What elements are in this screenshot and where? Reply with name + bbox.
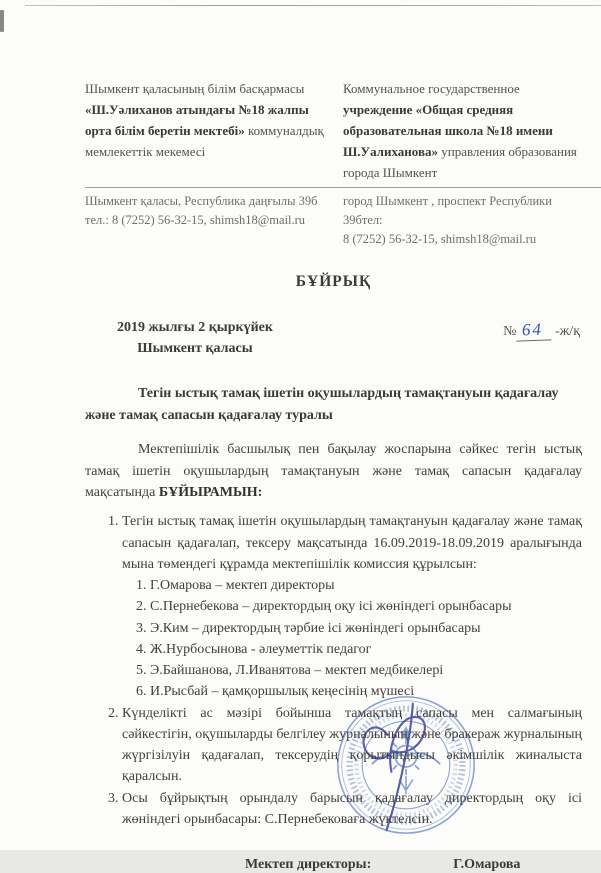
document-title: БҰЙРЫҚ <box>295 273 372 291</box>
order-items-list <box>85 511 582 830</box>
commission-member: 2. С.Пернебекова – директордың оқу ісі жөніндегі орынбасары <box>150 596 582 617</box>
letterhead-divider <box>85 187 601 188</box>
address-line: город Шымкент , проспект Республики 39бтел: <box>343 194 552 227</box>
letterhead-kazakh <box>85 78 333 183</box>
phone-email-line: 8 (7252) 56-32-15, shimsh18@mail.ru <box>343 231 537 246</box>
order-city: Шымкент қаласы <box>137 340 253 356</box>
signature-row <box>85 857 582 873</box>
order-item-2: 2. Күнделікті ас мәзірі бойынша тамақтың сапасы мен салмағының сәйкестігін, оқушыларды белгілеу журналының және бракераж журналының жүргізілуін қадағалап, тексерудің қорытындысы әкімшілік жиналыста қаралсын. <box>122 703 582 788</box>
address-line: Шымкент қаласы, Республика даңғылы 39б <box>85 194 318 209</box>
order-number-block <box>503 318 580 341</box>
letterhead-russian-post: управления образования города Шымкент <box>343 144 577 181</box>
contact-kazakh <box>85 192 333 248</box>
order-number-suffix: -ж/қ <box>554 324 580 340</box>
preamble-directive-word: БҰЙЫРАМЫН: <box>158 484 263 500</box>
order-item-1-text: Тегін ыстық тамақ ішетін оқушылардың тамақтануын қадағалау және тамақ сапасын қадағалап, тексеру мақсатында 16.09.2019-18.09.2019 аралығында мына төмендегі құрамда мектепішілік комиссия құрылсын: <box>122 514 582 572</box>
date-place-block <box>117 318 273 359</box>
order-item-3: 3. Осы бұйрықтың орындалу барысын қадағалау директордың оқу ісі жөніндегі орынбасары: С.Пернебековаға жүктелсін. <box>122 788 582 831</box>
commission-member: 1. Г.Омарова – мектеп директоры <box>150 575 582 596</box>
order-date: 2019 жылғы 2 қыркүйек <box>117 320 273 336</box>
order-subject: Тегін ыстық тамақ ішетін оқушылардың тамақтануын қадағалау және тамақ сапасын қадағалау туралы <box>85 386 559 423</box>
letterhead-kazakh-school-name: «Ш.Уәлиханов атындағы №18 жалпы орта білім беретін мектебі» <box>85 102 309 139</box>
letterhead <box>85 78 582 183</box>
signatory-name: Г.Омарова <box>453 857 521 873</box>
commission-members-list <box>122 575 582 703</box>
letterhead-russian-school-name: учреждение «Общая средняя образовательная школа №18 имени Ш.Уалиханова» <box>343 102 553 160</box>
commission-member: 3. Э.Ким – директордың тәрбие ісі жөніндегі орынбасары <box>150 618 582 639</box>
order-preamble <box>85 439 582 503</box>
letterhead-russian-pre: Коммунальное государственное <box>343 81 520 96</box>
commission-member: 5. Э.Байшанова, Л.Иванятова – мектеп медбикелері <box>150 660 582 681</box>
letterhead-russian <box>343 78 582 183</box>
letterhead-kazakh-pre: Шымкент қаласының білім басқармасы <box>85 81 305 96</box>
contact-russian <box>343 192 582 248</box>
phone-email-line: тел.: 8 (7252) 56-32-15, shimsh18@mail.ru <box>85 212 306 227</box>
contact-block <box>85 192 582 248</box>
order-meta-row <box>85 318 582 359</box>
order-number-handwritten: 64 <box>516 320 552 342</box>
order-number-sign: № <box>503 324 517 340</box>
commission-member: 4. Ж.Нурбосынова - әлеуметтік педагог <box>150 639 582 660</box>
commission-member: 6. И.Рысбай – қамқоршылық кеңесінің мүшесі <box>150 681 582 702</box>
letterhead-kazakh-post: коммуналдық мемлекеттік мекемесі <box>85 123 324 160</box>
order-item-1 <box>122 511 582 702</box>
signature-label: Мектеп директоры: <box>245 857 372 873</box>
preamble-text: Мектепішілік басшылық пен бақылау жоспарына сәйкес тегін ыстық тамақ ішетін оқушылардың тамақтануын және тамақ сапасын қадағалау мақсатында <box>85 442 582 500</box>
